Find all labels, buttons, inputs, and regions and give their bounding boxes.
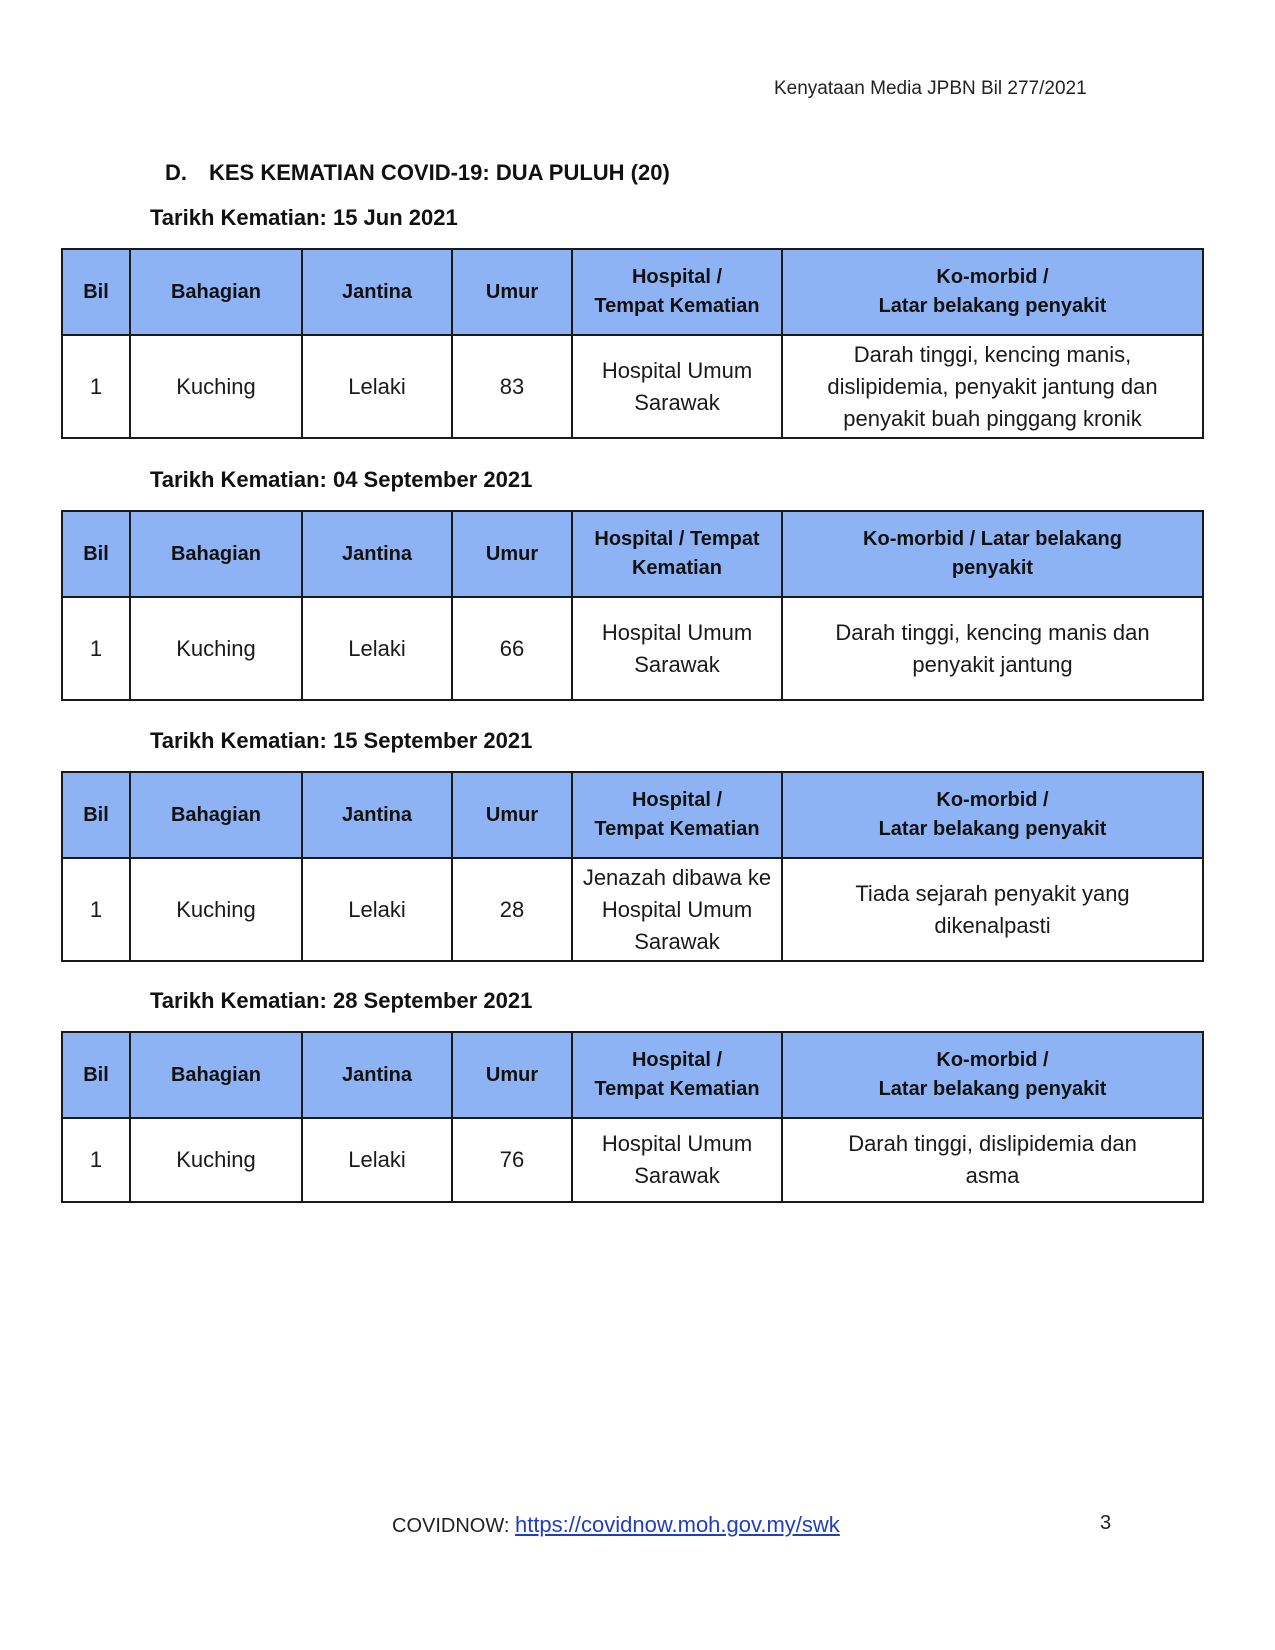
header-hospital: Hospital / Tempat Kematian — [572, 1032, 782, 1118]
table-header-row — [62, 772, 1203, 858]
cell-bil: 1 — [62, 858, 130, 961]
table-header-row — [62, 511, 1203, 597]
document-reference: Kenyataan Media JPBN Bil 277/2021 — [774, 78, 1087, 99]
header-jantina: Jantina — [302, 772, 452, 858]
header-jantina: Jantina — [302, 1032, 452, 1118]
table-row — [62, 1118, 1203, 1202]
covidnow-link[interactable]: https://covidnow.moh.gov.my/swk — [514, 1512, 840, 1537]
cell-umur: 83 — [452, 335, 572, 438]
header-bil: Bil — [62, 772, 130, 858]
cell-hospital: Hospital Umum Sarawak — [572, 335, 782, 438]
cell-bahagian: Kuching — [130, 597, 302, 700]
death-table — [61, 771, 1204, 962]
date-heading: Tarikh Kematian: 15 Jun 2021 — [150, 205, 458, 230]
header-komorbid: Ko-morbid / Latar belakang penyakit — [782, 1032, 1203, 1118]
cell-jantina: Lelaki — [302, 858, 452, 961]
table-header-row — [62, 249, 1203, 335]
footer — [392, 1512, 840, 1538]
death-table — [61, 510, 1204, 701]
section-title-text: KES KEMATIAN COVID-19: DUA PULUH (20) — [209, 160, 670, 185]
header-komorbid: Ko-morbid / Latar belakang penyakit — [782, 511, 1203, 597]
death-table-block — [61, 465, 1202, 701]
header-hospital: Hospital / Tempat Kematian — [572, 249, 782, 335]
footer-label: COVIDNOW: — [392, 1515, 515, 1537]
cell-jantina: Lelaki — [302, 597, 452, 700]
cell-bahagian: Kuching — [130, 858, 302, 961]
table-row — [62, 335, 1203, 438]
cell-hospital: Hospital Umum Sarawak — [572, 1118, 782, 1202]
header-bahagian: Bahagian — [130, 772, 302, 858]
header-umur: Umur — [452, 511, 572, 597]
cell-bil: 1 — [62, 1118, 130, 1202]
header-bahagian: Bahagian — [130, 1032, 302, 1118]
cell-komorbid: Darah tinggi, kencing manis dan penyakit jantung — [782, 597, 1203, 700]
death-table-block — [61, 726, 1202, 962]
cell-umur: 28 — [452, 858, 572, 961]
date-heading: Tarikh Kematian: 15 September 2021 — [150, 728, 533, 753]
date-heading: Tarikh Kematian: 04 September 2021 — [150, 467, 533, 492]
cell-umur: 66 — [452, 597, 572, 700]
cell-jantina: Lelaki — [302, 335, 452, 438]
cell-bil: 1 — [62, 335, 130, 438]
date-heading: Tarikh Kematian: 28 September 2021 — [150, 988, 533, 1013]
header-umur: Umur — [452, 1032, 572, 1118]
header-komorbid: Ko-morbid / Latar belakang penyakit — [782, 772, 1203, 858]
cell-jantina: Lelaki — [302, 1118, 452, 1202]
page-number: 3 — [1100, 1512, 1112, 1534]
death-table — [61, 248, 1204, 439]
section-title — [165, 160, 670, 186]
cell-bahagian: Kuching — [130, 1118, 302, 1202]
header-hospital: Hospital / Tempat Kematian — [572, 511, 782, 597]
table-header-row — [62, 1032, 1203, 1118]
table-row — [62, 597, 1203, 700]
cell-komorbid: Darah tinggi, dislipidemia dan asma — [782, 1118, 1203, 1202]
header-hospital: Hospital / Tempat Kematian — [572, 772, 782, 858]
header-umur: Umur — [452, 249, 572, 335]
death-table — [61, 1031, 1204, 1203]
cell-komorbid: Tiada sejarah penyakit yang dikenalpasti — [782, 858, 1203, 961]
header-umur: Umur — [452, 772, 572, 858]
header-bil: Bil — [62, 249, 130, 335]
header-jantina: Jantina — [302, 511, 452, 597]
cell-hospital: Jenazah dibawa ke Hospital Umum Sarawak — [572, 858, 782, 961]
death-table-block — [61, 986, 1202, 1203]
cell-bahagian: Kuching — [130, 335, 302, 438]
cell-bil: 1 — [62, 597, 130, 700]
header-jantina: Jantina — [302, 249, 452, 335]
section-letter: D. — [165, 160, 187, 185]
cell-umur: 76 — [452, 1118, 572, 1202]
cell-komorbid: Darah tinggi, kencing manis, dislipidemia, penyakit jantung dan penyakit buah pinggang kronik — [782, 335, 1203, 438]
header-bahagian: Bahagian — [130, 249, 302, 335]
header-bil: Bil — [62, 1032, 130, 1118]
table-row — [62, 858, 1203, 961]
header-bahagian: Bahagian — [130, 511, 302, 597]
cell-hospital: Hospital Umum Sarawak — [572, 597, 782, 700]
header-komorbid: Ko-morbid / Latar belakang penyakit — [782, 249, 1203, 335]
death-table-block — [61, 203, 1202, 439]
header-bil: Bil — [62, 511, 130, 597]
